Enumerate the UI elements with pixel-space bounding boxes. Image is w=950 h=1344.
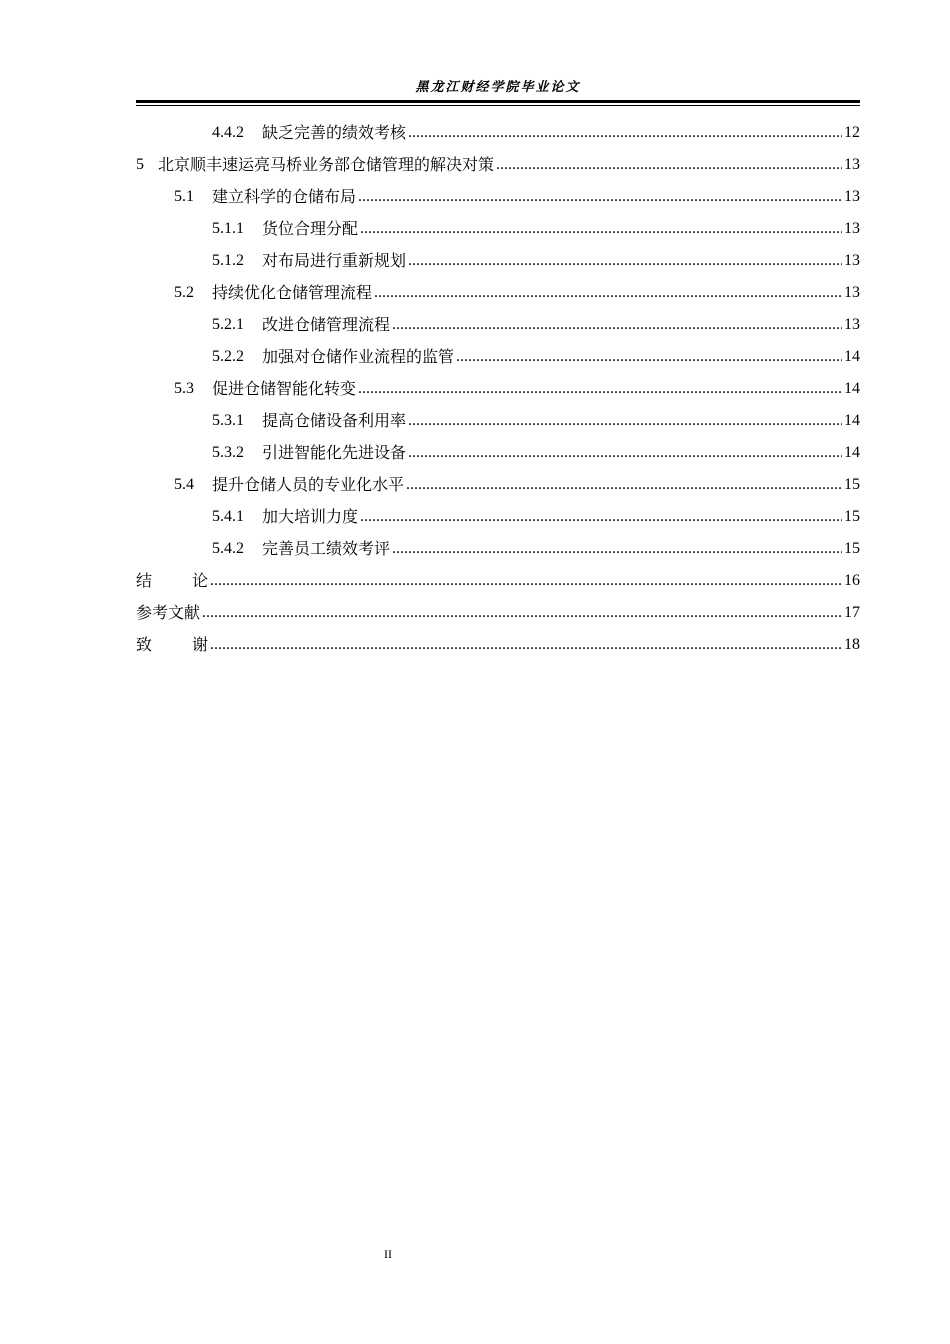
toc-entry[interactable] [136, 565, 860, 597]
toc-entry-title: 缺乏完善的绩效考核 [262, 123, 407, 142]
toc-entry-page: 16 [844, 572, 860, 589]
toc-entry-title: 加强对仓储作业流程的监管 [262, 347, 455, 366]
toc-leader-dots [358, 379, 842, 399]
toc-entry[interactable] [136, 149, 860, 181]
toc-entry-title: 建立科学的仓储布局 [212, 187, 357, 206]
toc-entry[interactable] [136, 405, 860, 437]
toc-entry-number: 5.2.2 [212, 348, 244, 365]
toc-entry[interactable] [136, 277, 860, 309]
toc-entry-page: 18 [844, 636, 860, 653]
toc-entry-page: 14 [844, 444, 860, 461]
toc-entry-number: 5.1 [174, 188, 194, 205]
toc-entry[interactable] [136, 373, 860, 405]
toc-entry[interactable] [136, 597, 860, 629]
toc-leader-dots [392, 539, 842, 559]
toc-entry[interactable] [136, 437, 860, 469]
toc-entry[interactable] [136, 213, 860, 245]
toc-entry-title: 完善员工绩效考评 [262, 539, 391, 558]
toc-entry[interactable] [136, 117, 860, 149]
toc-entry-number: 5.3 [174, 380, 194, 397]
toc-leader-dots [408, 251, 842, 271]
toc-entry-page: 13 [844, 252, 860, 269]
toc-leader-dots [210, 635, 842, 655]
toc-entry-title: 促进仓储智能化转变 [212, 379, 357, 398]
toc-entry-number: 5.3.1 [212, 412, 244, 429]
toc-entry[interactable] [136, 629, 860, 661]
toc-leader-dots [358, 187, 842, 207]
toc-entry[interactable] [136, 501, 860, 533]
toc-entry-page: 12 [844, 124, 860, 141]
toc-entry-number: 5.1.2 [212, 252, 244, 269]
toc-entry[interactable] [136, 309, 860, 341]
toc-entry-page: 15 [844, 476, 860, 493]
table-of-contents [136, 117, 860, 661]
toc-entry-number: 5.2.1 [212, 316, 244, 333]
toc-leader-dots [374, 283, 842, 303]
toc-entry[interactable] [136, 341, 860, 373]
toc-leader-dots [408, 123, 842, 143]
toc-entry-number: 5.4.1 [212, 508, 244, 525]
toc-entry-title: 货位合理分配 [262, 219, 359, 238]
toc-leader-dots [360, 507, 842, 527]
toc-leader-dots [406, 475, 842, 495]
toc-entry-title: 结论 [136, 571, 249, 590]
toc-leader-dots [456, 347, 842, 367]
toc-entry-number: 4.4.2 [212, 124, 244, 141]
toc-entry-number: 5 [136, 156, 144, 173]
toc-entry[interactable] [136, 245, 860, 277]
toc-leader-dots [202, 603, 842, 623]
toc-entry[interactable] [136, 181, 860, 213]
toc-entry-title: 加大培训力度 [262, 507, 359, 526]
toc-entry-page: 13 [844, 188, 860, 205]
toc-entry-number: 5.2 [174, 284, 194, 301]
toc-leader-dots [360, 219, 842, 239]
toc-entry-title: 引进智能化先进设备 [262, 443, 407, 462]
toc-entry-title: 参考文献 [136, 603, 201, 622]
toc-leader-dots [392, 315, 842, 335]
footer-page-number: II [384, 1247, 392, 1261]
toc-entry-title: 持续优化仓储管理流程 [212, 283, 373, 302]
toc-entry-number: 5.3.2 [212, 444, 244, 461]
toc-entry-title: 改进仓储管理流程 [262, 315, 391, 334]
toc-entry-page: 13 [844, 284, 860, 301]
toc-entry-page: 14 [844, 412, 860, 429]
toc-entry-title: 北京顺丰速运亮马桥业务部仓储管理的解决对策 [158, 155, 495, 174]
toc-leader-dots [408, 443, 842, 463]
toc-entry-title: 提高仓储设备利用率 [262, 411, 407, 430]
toc-entry-page: 13 [844, 220, 860, 237]
toc-entry-page: 15 [844, 508, 860, 525]
toc-entry-page: 17 [844, 604, 860, 621]
header-rule-thick [136, 100, 860, 103]
toc-entry-page: 15 [844, 540, 860, 557]
toc-entry-title: 提升仓储人员的专业化水平 [212, 475, 405, 494]
header-rule-thin [136, 105, 860, 106]
toc-entry-page: 13 [844, 156, 860, 173]
toc-entry-number: 5.1.1 [212, 220, 244, 237]
toc-entry-title: 对布局进行重新规划 [262, 251, 407, 270]
toc-entry-number: 5.4.2 [212, 540, 244, 557]
toc-leader-dots [210, 571, 842, 591]
toc-entry[interactable] [136, 533, 860, 565]
page-header [136, 78, 860, 100]
header-title: 黑龙江财经学院毕业论文 [415, 80, 581, 95]
toc-entry-number: 5.4 [174, 476, 194, 493]
toc-entry-page: 13 [844, 316, 860, 333]
toc-entry[interactable] [136, 469, 860, 501]
toc-entry-page: 14 [844, 380, 860, 397]
toc-entry-title: 致谢 [136, 635, 249, 654]
toc-leader-dots [496, 155, 842, 175]
toc-entry-page: 14 [844, 348, 860, 365]
toc-leader-dots [408, 411, 842, 431]
